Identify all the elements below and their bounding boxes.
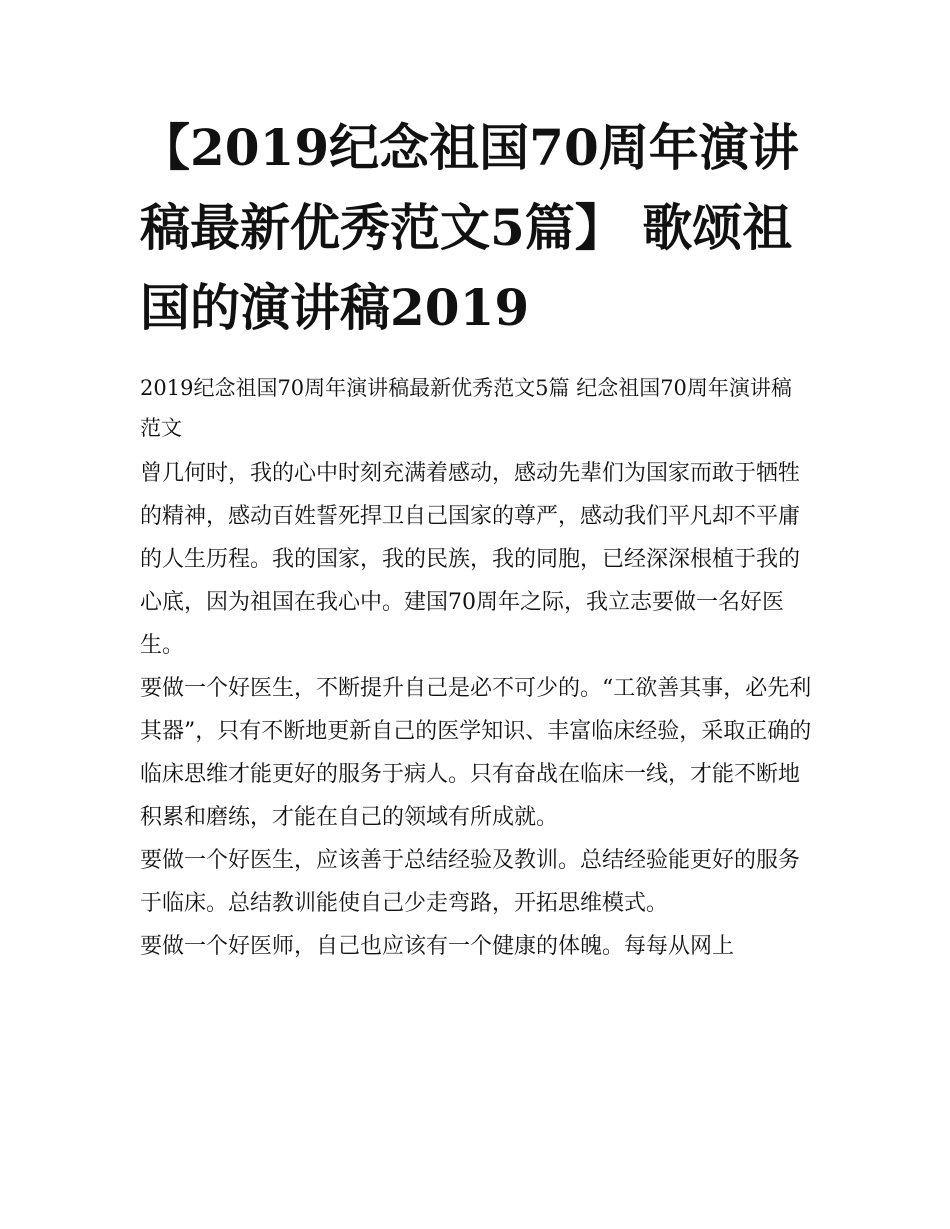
paragraph-3: 要做一个好医生，应该善于总结经验及教训。总结经验能更好的服务于临床。总结教训能使自己少走弯路，开拓思维模式。 xyxy=(140,848,801,916)
paragraph-2: 要做一个好医生，不断提升自己是必不可少的。“工欲善其事，必先利其器”，只有不断地更新自己的医学知识、丰富临床经验，采取正确的临床思维才能更好的服务于病人。只有奋战在临床一线，才能不断地积累和磨练，才能在自己的领域有所成就。 xyxy=(140,676,812,830)
paragraph-4: 要做一个好医师，自己也应该有一个健康的体魄。每每从网上 xyxy=(140,934,735,959)
document-title: 【2019纪念祖国70周年演讲稿最新优秀范文5篇】 歌颂祖国的演讲稿2019 xyxy=(140,118,799,337)
document-subtitle: 2019纪念祖国70周年演讲稿最新优秀范文5篇 纪念祖国70周年演讲稿范文 xyxy=(140,376,792,440)
paragraph-1: 曾几何时，我的心中时刻充满着感动，感动先辈们为国家而敢于牺牲的精神，感动百姓誓死捍卫自己国家的尊严，感动我们平凡却不平庸的人生历程。我的国家，我的民族，我的同胞，已经深深根植于我的心底，因为祖国在我心中。建国70周年之际，我立志要做一名好医生。 xyxy=(140,461,801,658)
document-page xyxy=(140,108,812,968)
